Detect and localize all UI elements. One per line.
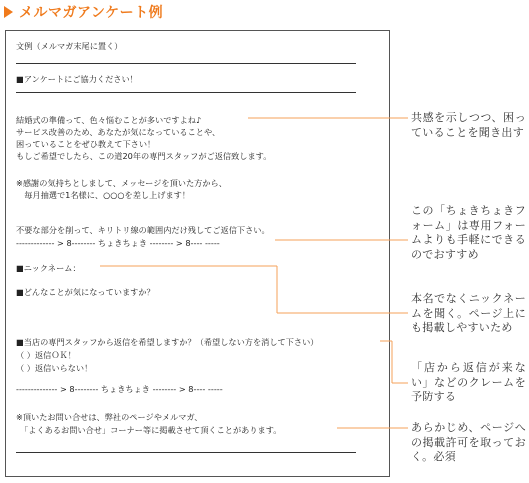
survey-heading: ■アンケートにご協力ください！: [16, 74, 138, 84]
gift-note-line: ※感謝の気持ちとしまして、メッセージを頂いた方から、: [16, 178, 227, 188]
disclaimer-line: 「よくあるお問い合せ」コーナー等に掲載させて頂くことがあります。: [16, 425, 282, 435]
disclaimer-line: ※頂いたお問い合せは、弊社のページやメルマガ、: [16, 412, 203, 422]
divider: [16, 63, 356, 64]
intro-line: サービス改善のため、あなたが気になっていることや、: [16, 127, 221, 137]
cut-line-top: ------------- > 8-------- ちょきちょき -------- > 8---- -----: [16, 238, 220, 248]
annotation-complaint-prevention: 「店から返信が来ない」などのクレームを予防する: [411, 361, 526, 403]
annotation-nickname: 本名でなくニックネームを聞く。ページ上にも掲載しやすいため: [411, 292, 526, 334]
divider: [16, 92, 356, 93]
intro-line: 困っていることをぜひ教えて下さい！: [16, 139, 156, 149]
intro-line: 結婚式の準備って、色々悩むことが多いですよね♪: [16, 115, 202, 125]
section-title: [4, 3, 163, 21]
reply-question: ■当店の専門スタッフから返信を希望しますか？（希望しない方を消して下さい）: [16, 337, 319, 347]
annotation-permission: あらかじめ、ページへの掲載許可を取っておく。必須: [411, 421, 526, 463]
annotation-cut-form: この「ちょきちょきフォーム」は専用フォームよりも手軽にできるのでおすすめ: [411, 204, 526, 261]
reply-option-yes: （ ）返信ＯＫ！: [16, 350, 76, 360]
section-title-text: メルマガアンケート例: [19, 5, 164, 21]
gift-note-line: 毎月抽選で1名様に、○○○を差し上げます！: [16, 190, 191, 200]
triangle-marker-icon: [4, 6, 13, 18]
concern-field-label: ■どんなことが気になっていますか？: [16, 287, 155, 297]
intro-line: もしご希望でしたら、この道20年の専門スタッフがご返信致します。: [16, 151, 272, 161]
cut-line-bottom: -------------- > 8-------- ちょきちょき -------- > 8---- -----: [16, 384, 223, 394]
newsletter-template-sheet: [5, 30, 390, 477]
instruction-line: 不要な部分を削って、キリトリ線の範囲内だけ残してご返信下さい。: [16, 225, 270, 235]
reply-option-no: （ ）返信いらない！: [16, 363, 93, 373]
divider: [16, 452, 356, 453]
nickname-field-label: ■ニックネーム：: [16, 263, 81, 273]
template-label: 文例（メルマガ末尾に置く）: [16, 41, 123, 51]
annotation-empathy: 共感を示しつつ、困っていることを聞き出す: [411, 111, 526, 139]
